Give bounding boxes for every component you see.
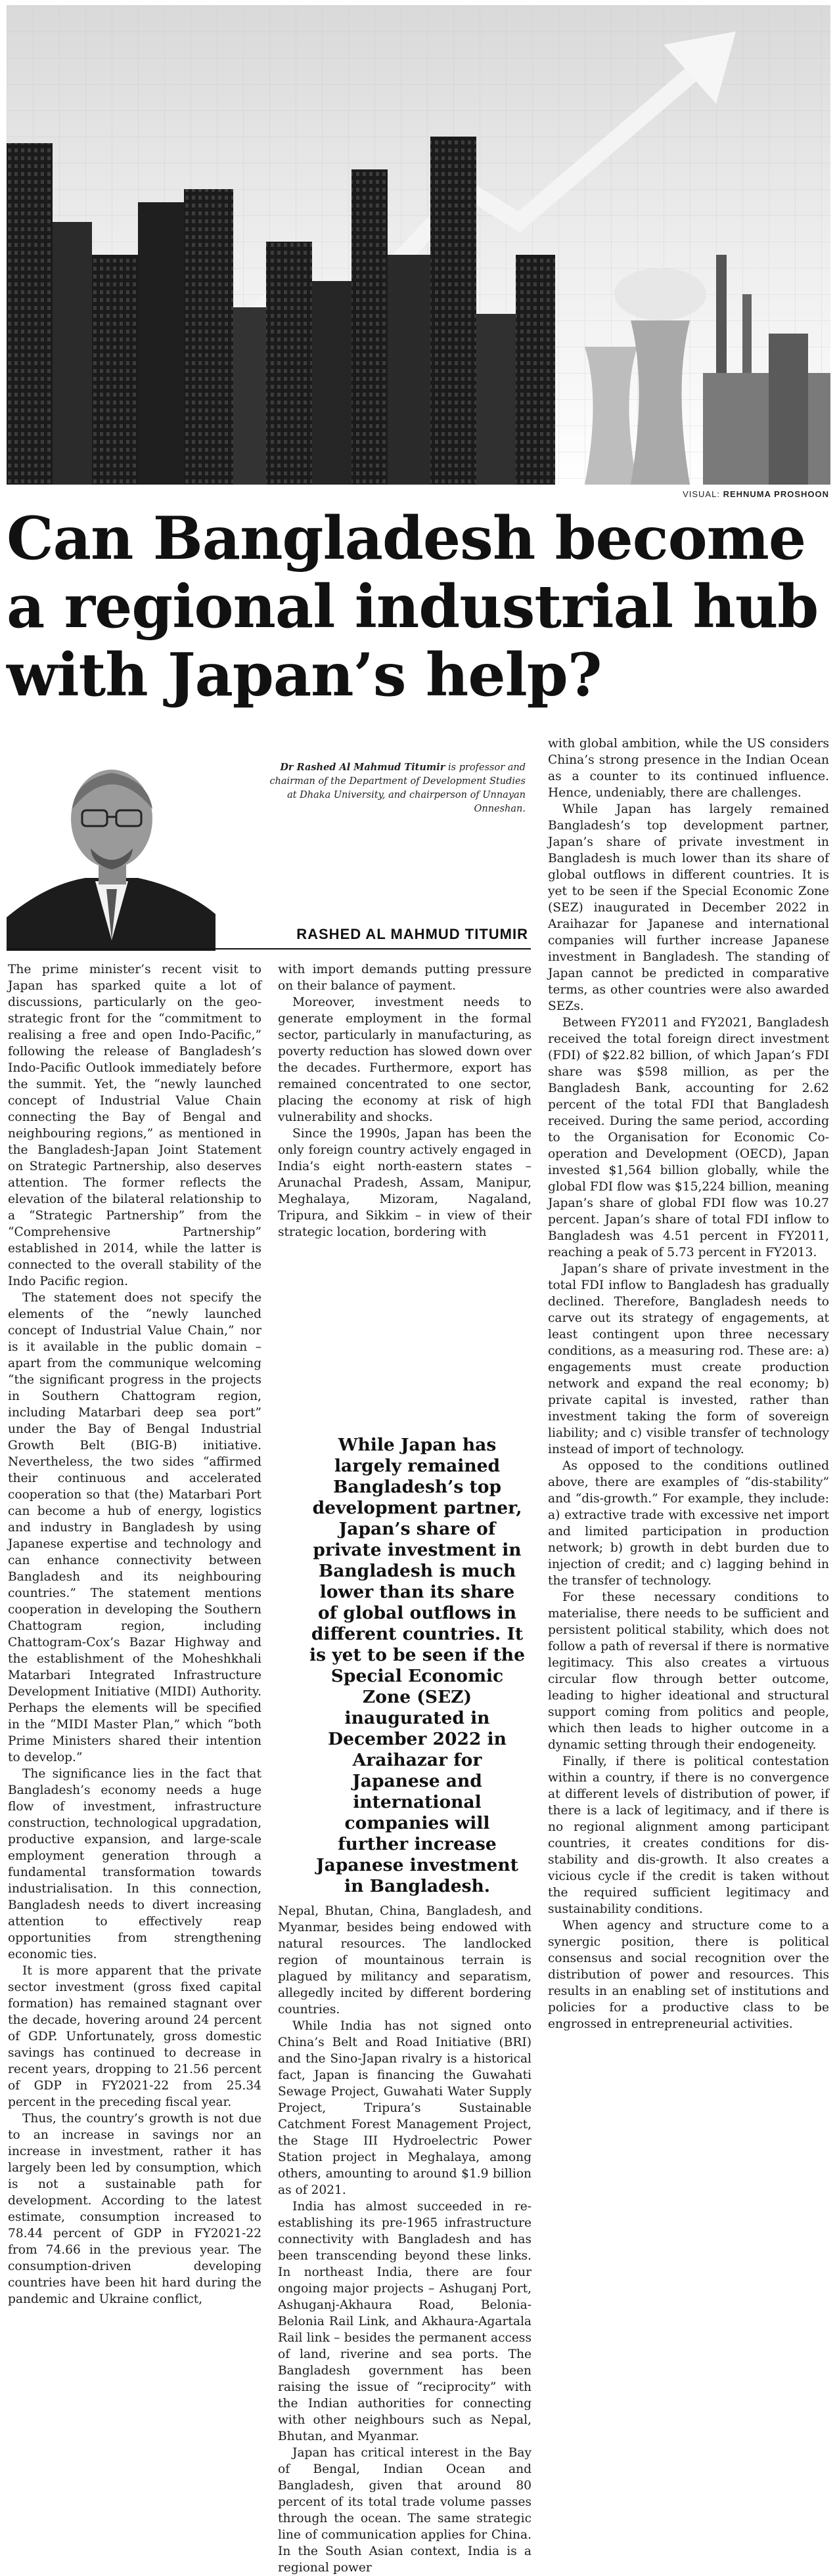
skyline-growth-illustration — [7, 5, 830, 485]
visual-credit-label: VISUAL: — [683, 489, 720, 499]
paragraph: Since the 1990s, Japan has been the only foreign country actively engaged in India’s eight north-eastern states – Arunachal Pradesh, Assam, Manipur, Meghalaya, Mizoram, Nagaland, Tripura, and Sikkim – in view of their strategic location, bordering with — [278, 1127, 532, 1239]
paragraph: Between FY2011 and FY2021, Bangladesh received the total foreign direct investment (FDI) of $22.82 billion, of which Japan’s FDI share was $598 million, as per the Bangladesh Bank, accounting for 2.62 percent of the total FDI that Bangladesh received. During the same period, according to the Organisation for Economic Co-operation and Development (OECD), Japan invested $1,564 billion globally, while the global FDI flow was $15,224 billion, meaning Japan’s share of global FDI flow was 10.27 percent. Japan’s share of total FDI inflow to Bangladesh was 4.51 percent in FY2011, reaching a peak of 5.73 percent in FY2013. — [548, 1016, 829, 1259]
paragraph: with import demands putting pressure on their balance of payment. — [278, 963, 532, 993]
author-bio-text: is professor and chairman of the Department of Development Studies at Dhaka University, and chairperson of Unnayan Onneshan. — [269, 762, 526, 814]
hero-illustration — [7, 5, 830, 485]
paragraph: The prime minister’s recent visit to Japan has sparked quite a lot of discussions, particularly on the geo-strategic front for the “commitment to realising a free and open Indo-Pacific,” following the release of Bangladesh’s Indo-Pacific Outlook immediately before the summit. Yet, the “newly launched concept of Industrial Value Chain connecting the Bay of Bengal and neighbouring regions,” as mentioned in the Bangladesh-Japan Joint Statement on Strategic Partnership, also deserves attention. The former reflects the elevation of the bilateral relationship to a “Strategic Partnership” from the “Comprehensive Partnership” established in 2014, while the latter is connected to the overall stability of the Indo Pacific region. — [8, 963, 261, 1288]
visual-credit-name: REHNUMA PROSHOON — [723, 489, 829, 499]
paragraph: For these necessary conditions to materialise, there needs to be sufficient and persistent political stability, which does not follow a path of reversal if there is normative legitimacy. This also creates a virtuous circular flow through better outcome, leading to higher ideational and structural support coming from politics and people, which then leads to higher outcome in a dynamic setting through their endogeneity. — [548, 1590, 829, 1752]
pull-quote: While Japan has largely remained Bangladesh’s top development partner, Japan’s share of private investment in Bangladesh is much lower than its share of global outflows in different countries. It is yet to be seen if the Special Economic Zone (SEZ) inaugurated in December 2022 in Araihazar for Japanese and international companies will further increase Japanese investment in Bangladesh. — [309, 1435, 525, 1896]
paragraph: Moreover, investment needs to generate employment in the formal sector, particularly in manufacturing, as poverty reduction has slowed down over the decades. Furthermore, export has remained concentrated to one sector, placing the economy at risk of high vulnerability and shocks. — [278, 995, 532, 1124]
paragraph: Japan has critical interest in the Bay of Bengal, Indian Ocean and Bangladesh, given that around 80 percent of its total trade volume passes through the ocean. The same strategic line of communication applies for China. In the South Asian context, India is a regional power — [278, 2446, 532, 2575]
paragraph: Japan’s share of private investment in the total FDI inflow to Bangladesh has gradually declined. Therefore, Bangladesh needs to carve out its strategy of engagements, at least contingent upon three necessary conditions, as a measuring rod. These are: a) engagements must create production network and expand the real economy; b) private capital is invested, rather than investment taking the form of sovereign liability; and c) visible transfer of technology instead of import of technology. — [548, 1262, 829, 1456]
paragraph: While India has not signed onto China’s Belt and Road Initiative (BRI) and the Sino-Japan rivalry is a historical fact, Japan is financing the Guwahati Sewage Project, Guwahati Water Supply Project, Tripura’s Sustainable Catchment Forest Management Project, the Stage III Hydroelectric Power Station project in Meghalaya, among others, amounting to around $1.9 billion as of 2021. — [278, 2019, 532, 2197]
author-bio-name: Dr Rashed Al Mahmud Titumir — [280, 762, 445, 773]
paragraph: India has almost succeeded in re-establishing its pre-1965 infrastructure connectivity with Bangladesh and has been transcending beyond these links. In northeast India, there are four ongoing major projects – Ashuganj Port, Ashuganj-Akhaura Road, Belonia-Belonia Rail Link, and Akhaura-Agartala Rail link – besides the permanent access of land, riverine and sea ports. The Bangladesh government has been raising the issue of “reciprocity” with the Indian authorities for connecting with other neighbours such as Nepal, Bhutan, and Myanmar. — [278, 2200, 532, 2443]
article-column-3 — [548, 735, 829, 2032]
article-column-2-top — [278, 961, 532, 1240]
paragraph: Finally, if there is political contestation within a country, if there is no convergence at different levels of distribution of power, if there is a lack of legitimacy, and if there is no regional alignment among participant countries, it creates conditions for dis-stability and dis-growth. It also creates a vicious cycle if the credit is taken without the required sufficient legitimacy and sustainability conditions. — [548, 1755, 829, 1916]
paragraph: While Japan has largely remained Bangladesh’s top development partner, Japan’s share of private investment in Bangladesh is much lower than its share of global outflows in different countries. It is yet to be seen if the Special Economic Zone (SEZ) inaugurated in December 2022 in Araihazar for Japanese and international companies will further increase Japanese investment in Bangladesh. The standing of Japan cannot be predicted in comparative terms, as other countries were also awarded SEZs. — [548, 802, 829, 1013]
author-bio — [263, 760, 526, 816]
author-portrait — [7, 743, 215, 951]
paragraph: The statement does not specify the elements of the “newly launched concept of Industrial Value Chain,” nor is it available in the public domain – apart from the communique welcoming “the significant progress in the projects in Southern Chattogram region, including Matarbari deep sea port” under the Bay of Bengal Industrial Growth Belt (BIG-B) initiative. Nevertheless, the two sides “affirmed their continuous and accelerated cooperation so that (the) Matarbari Port can become a hub of energy, logistics and industry in Bangladesh by using Japanese expertise and technology and can enhance connectivity between Bangladesh and its neighbouring countries.” The statement mentions cooperation in developing the Southern Chattogram region, including Chattogram-Cox’s Bazar Highway and the establishment of the Moheshkhali Matarbari Integrated Infrastructure Development Initiative (MIDI) Authority. Perhaps the elements will be specified in the “MIDI Master Plan,” which “both Prime Ministers shared their intention to develop.” — [8, 1291, 261, 1764]
paragraph: When agency and structure come to a synergic position, there is political consensus and social recognition over the distribution of power and resources. This results in an enabling set of institutions and policies for a productive class to be engrossed in entrepreneurial activities. — [548, 1919, 829, 2031]
visual-credit — [683, 489, 829, 499]
byline-divider — [7, 948, 531, 950]
paragraph: The significance lies in the fact that Bangladesh’s economy needs a huge flow of investment, infrastructure construction, technological upgradation, productive expansion, and large-scale employment generation through a fundamental transformation towards industrialisation. In this connection, Bangladesh needs to divert increasing attention to effectively reap opportunities from strengthening economic ties. — [8, 1767, 261, 1961]
article-column-2-bottom — [278, 1903, 532, 2576]
paragraph: Nepal, Bhutan, China, Bangladesh, and Myanmar, besides being endowed with natural resources. The landlocked region of mountainous terrain is plagued by militancy and separatism, allegedly incited by different bordering countries. — [278, 1904, 532, 2017]
paragraph: As opposed to the conditions outlined above, there are examples of “dis-stability” and “dis-growth.” For example, they include: a) extractive trade with excessive net import and limited participation in production network; b) growth in debt burden due to injection of credit; and c) lagging behind in the transfer of technology. — [548, 1459, 829, 1588]
author-byline: RASHED AL MAHMUD TITUMIR — [296, 926, 528, 942]
paragraph: with global ambition, while the US considers China’s strong presence in the Indian Ocean as a counter to its continued influence. Hence, undeniably, there are challenges. — [548, 737, 829, 800]
paragraph: Thus, the country’s growth is not due to an increase in savings nor an increase in investment, rather it has largely been led by consumption, which is not a sustainable path for development. According to the latest estimate, consumption increased to 78.44 percent of GDP in FY2021-22 from 74.66 in the previous year. The consumption-driven developing countries have been hit hard during the pandemic and Ukraine conflict, — [8, 2112, 261, 2306]
headline: Can Bangladesh become a regional industrial hub with Japan’s help? — [7, 504, 819, 710]
article-column-1 — [8, 961, 261, 2307]
paragraph: It is more apparent that the private sector investment (gross fixed capital formation) has remained stagnant over the decade, hovering around 24 percent of GDP. Unfortunately, gross domestic savings has continued to decrease in recent years, dropping to 21.56 percent of GDP in FY2021-22 from 25.34 percent in the preceding fiscal year. — [8, 1964, 261, 2109]
author-photo — [7, 743, 215, 951]
